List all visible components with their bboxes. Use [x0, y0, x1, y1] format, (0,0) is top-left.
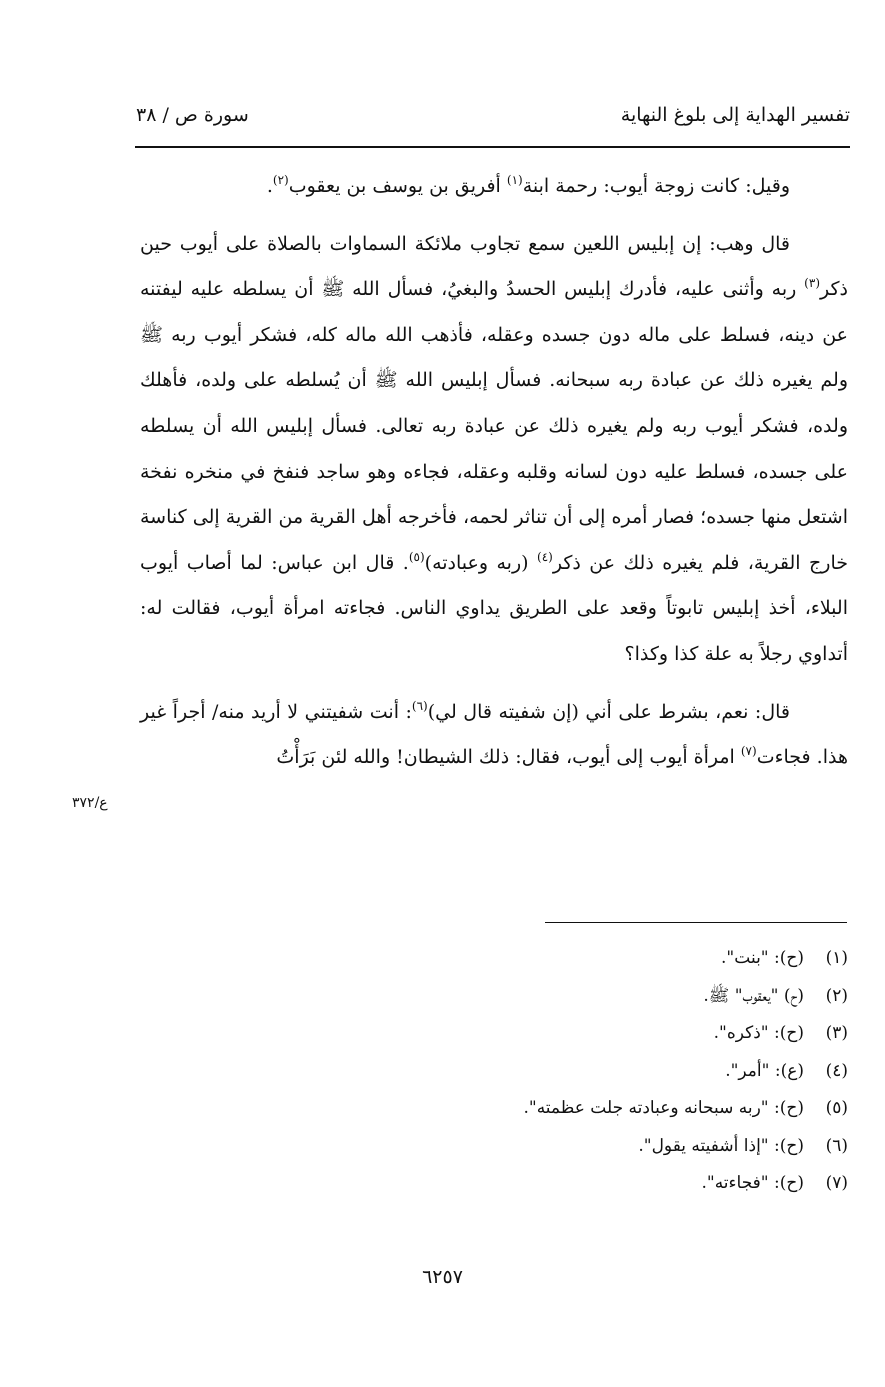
footnote-item: [300, 1165, 848, 1203]
footnote-number: (٤): [825, 1060, 848, 1081]
paragraph: [140, 164, 848, 210]
footnotes: [300, 940, 848, 1203]
text-segment: .: [266, 175, 273, 197]
text-segment: وقيل: كانت زوجة أيوب: رحمة ابنة: [522, 175, 790, 197]
page-number: ٦٢٥٧: [422, 1266, 463, 1288]
footnote-item: [300, 1053, 848, 1091]
footnote-number: (٦): [825, 1135, 848, 1156]
main-text: [140, 164, 848, 781]
footnote-number: (٧): [825, 1173, 848, 1193]
footnote-item: [300, 940, 848, 978]
text-segment: : أنت شفيتني لا أريد منه/ أجراً غير هذا. فجاءت: [140, 700, 848, 769]
footnote-reference: (٣): [804, 276, 820, 291]
paragraph: [140, 222, 848, 678]
paragraph: [140, 690, 848, 781]
footnote-reference: (٤): [537, 549, 553, 564]
footnote-item: [300, 1128, 848, 1166]
footnote-text: (ح) "يعقوب" ﷺ.: [703, 985, 804, 1006]
surah-label: سورة ص / ٣٨: [136, 104, 249, 126]
text-segment: قال: نعم، بشرط على أني (إن شفيته قال لي): [427, 700, 790, 723]
footnote-number: (٣): [825, 1023, 848, 1043]
footnote-text: (ح): "إذا أشفيته يقول".: [638, 1135, 804, 1156]
footnote-text: (ع): "أمر".: [725, 1060, 804, 1081]
footnote-divider: [545, 922, 847, 923]
footnote-reference: (٦): [411, 698, 428, 713]
footnote-reference: (١): [506, 173, 523, 187]
text-segment: امرأة أيوب إلى أيوب، فقال: ذلك الشيطان! والله لئن بَرَأْتُ: [276, 746, 741, 769]
footnote-reference: (٥): [408, 549, 425, 564]
text-segment: (ربه وعبادته): [424, 551, 538, 574]
footnote-number: (٥): [825, 1098, 848, 1118]
book-title: تفسير الهداية إلى بلوغ النهاية: [620, 104, 850, 126]
header-divider: [135, 146, 850, 148]
footnote-number: (١): [825, 948, 848, 968]
footnote-number: (٢): [825, 985, 848, 1006]
footnote-item: [300, 978, 848, 1016]
footnote-item: [300, 1090, 848, 1128]
text-segment: ربه وأثنى عليه، فأدرك إبليس الحسدُ والبغيُ، فسأل الله ﷺ أن يسلطه عليه ليفتنه عن دينه، فسلط على ماله دون جسده وعقله، فأذهب الله ماله كله، فشكر أيوب ربه ﷺ ولم يغيره ذلك عن عبادة ربه سبحانه. فسأل إبليس الله ﷺ أن يُسلطه على ولده، فأهلك ولده، فشكر أيوب ربه ولم يغيره ذلك عن عبادة ربه تعالى. فسأل إبليس الله أن يسلطه على جسده، فسلط عليه دون لسانه وقلبه وعقله، فجاءه وهو ساجد فنفخ في منخره نفخة اشتعل منها جسده؛ فصار أمره إلى أن تناثر لحمه، فأخرجه أهل القرية من القرية إلى كناسة خارج القرية، فلم يغيره ذلك عن ذكر: [140, 278, 848, 574]
footnote-text: (ح): "فجاءته".: [701, 1173, 804, 1193]
footnote-item: [300, 1015, 848, 1053]
text-segment: . قال ابن عباس: لما أصاب أيوب البلاء، أخذ إبليس تابوتاً وقعد على الطريق يداوي الناس. فجاءته امرأة أيوب، فقالت له: أتداوي رجلاً به علة كذا وكذا؟: [140, 551, 848, 665]
footnote-text: (ح): "بنت".: [721, 948, 804, 968]
footnote-text: (ح): "ربه سبحانه وعبادته جلت عظمته".: [523, 1098, 804, 1118]
text-segment: قال وهب: إن إبليس اللعين سمع تجاوب ملائكة السماوات بالصلاة على أيوب حين ذكر: [140, 232, 848, 301]
running-header: [130, 100, 850, 140]
footnote-reference: (٢): [272, 173, 289, 187]
footnote-reference: (٧): [740, 744, 757, 759]
manuscript-folio-note: ع/٣٧٢: [72, 795, 108, 811]
text-segment: أفريق بن يوسف بن يعقوب: [288, 175, 507, 197]
footnote-text: (ح): "ذكره".: [713, 1023, 804, 1043]
